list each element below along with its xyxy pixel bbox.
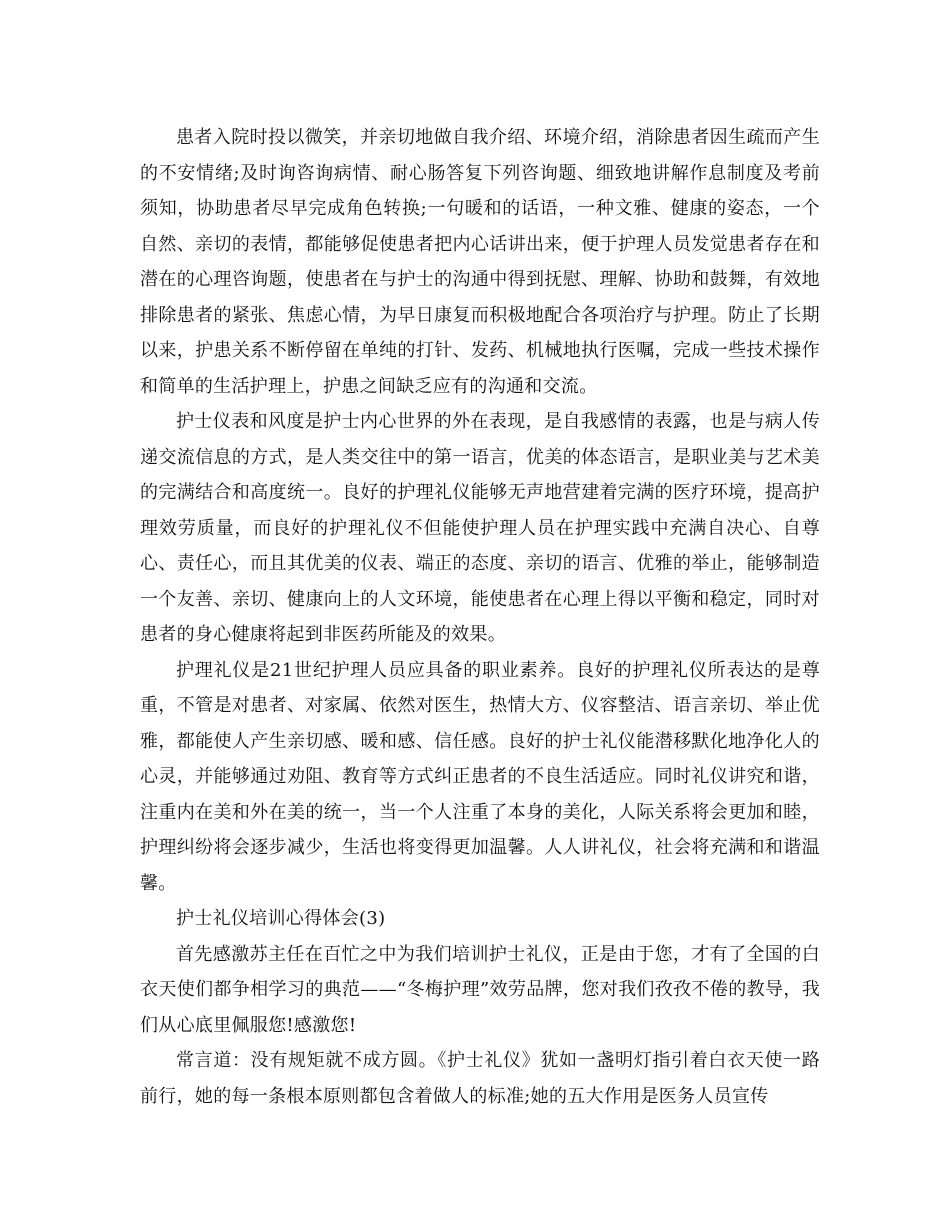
paragraph-nurse-appearance: 护士仪表和风度是护士内心世界的外在表现，是自我感情的表露，也是与病人传递交流信息的方式，是人类交往中的第一语言，优美的体态语言，是职业美与艺术美的完满结合和高度统一。良好的护理礼仪能够无声地营建着完满的医疗环境，提高护理效劳质量，而良好的护理礼仪不但能使护理人员在护理实践中充满自决心、自尊心、责任心，而且其优美的仪表、端正的态度、亲切的语言、优雅的举止，能够制造一个友善、亲切、健康向上的人文环境，能使患者在心理上得以平衡和稳定，同时对患者的身心健康将起到非医药所能及的效果。	[140, 411, 820, 645]
section-heading: 护士礼仪培训心得体会(3)	[176, 908, 386, 929]
paragraph-gratitude: 首先感激苏主任在百忙之中为我们培训护士礼仪，正是由于您，才有了全国的白衣天使们都争相学习的典范——“冬梅护理”效劳品牌，您对我们孜孜不倦的教导，我们从心底里佩服您!感激您!	[140, 943, 820, 1036]
paragraph-nursing-etiquette: 护理礼仪是21世纪护理人员应具备的职业素养。良好的护理礼仪所表达的是尊重，不管是对患者、对家属、依然对医生，热情大方、仪容整洁、语言亲切、举止优雅，都能使人产生亲切感、暖和感、信任感。良好的护士礼仪能潜移默化地净化人的心灵，并能够通过劝阻、教育等方式纠正患者的不良生活适应。同时礼仪讲究和谐，注重内在美和外在美的统一，当一个人注重了本身的美化，人际关系将会更加和睦，护理纠纷将会逐步减少，生活也将变得更加温馨。人人讲礼仪，社会将充满和和谐温馨。	[140, 659, 820, 894]
paragraph-patient-admission: 患者入院时投以微笑，并亲切地做自我介绍、环境介绍，消除患者因生疏而产生的不安情绪;及时询咨询病情、耐心肠答复下列咨询题、细致地讲解作息制度及考前须知，协助患者尽早完成角色转换;一句暖和的话语，一种文雅、健康的姿态，一个自然、亲切的表情，都能够促使患者把内心话讲出来，便于护理人员发觉患者存在和潜在的心理咨询题，使患者在与护士的沟通中得到抚慰、理解、协助和鼓舞，有效地排除患者的紧张、焦虑心情，为早日康复而积极地配合各项治疗与护理。防止了长期以来，护患关系不断停留在单纯的打针、发药、机械地执行医嘱，完成一些技术操作和简单的生活护理上，护患之间缺乏应有的沟通和交流。	[140, 127, 820, 397]
document-body	[140, 120, 820, 1114]
paragraph-rules: 常言道：没有规矩就不成方圆。《护士礼仪》犹如一盏明灯指引着白衣天使一路前行，她的每一条根本原则都包含着做人的标准;她的五大作用是医务人员宣传	[140, 1050, 820, 1107]
